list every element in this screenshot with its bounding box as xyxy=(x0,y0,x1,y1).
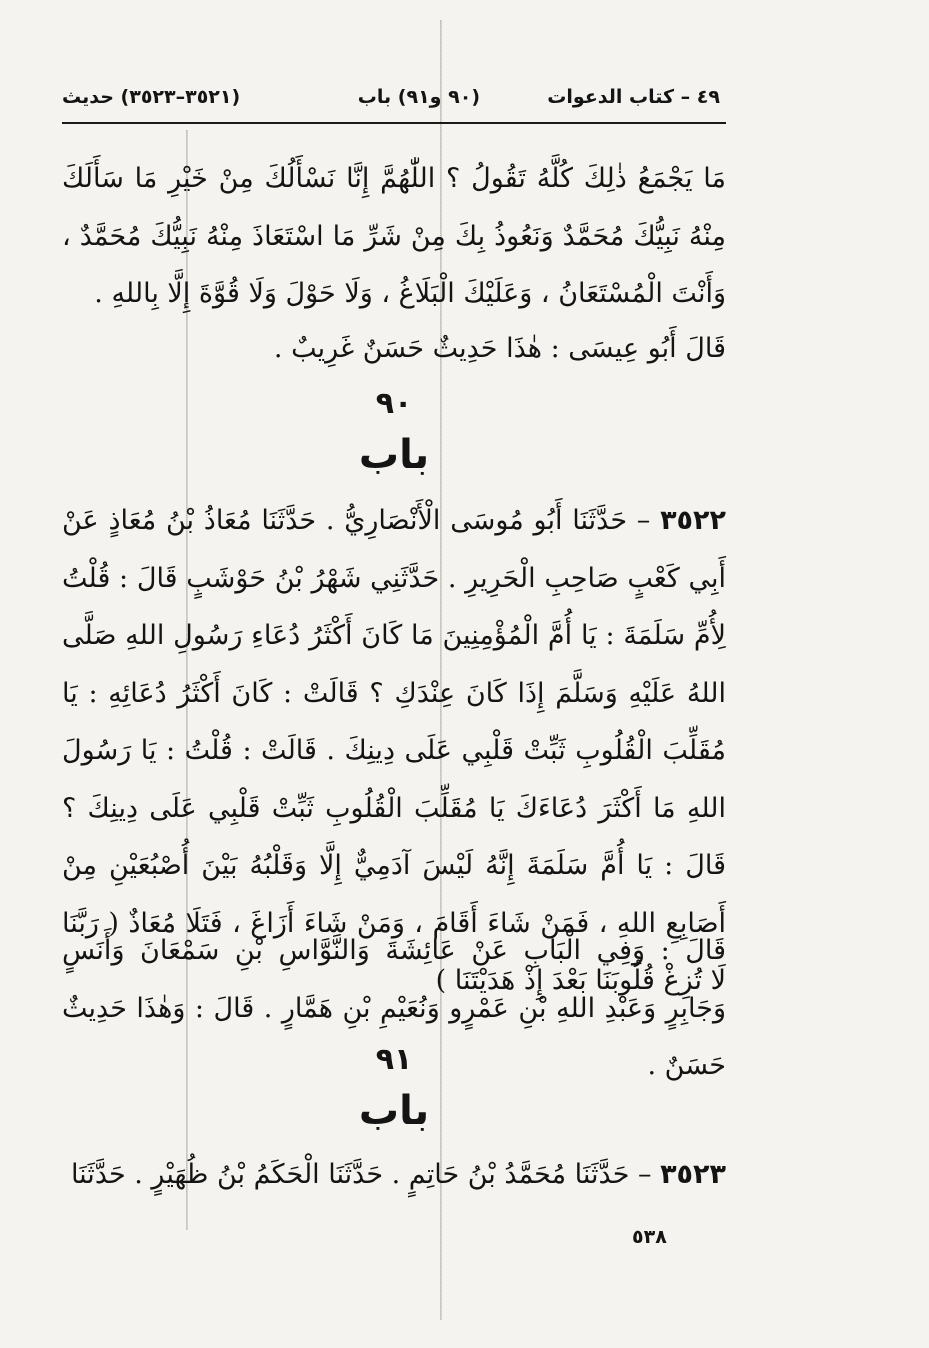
header-rule xyxy=(62,122,726,124)
running-header xyxy=(62,82,720,116)
chapter-91-title: باب xyxy=(358,1088,430,1134)
hadith-text: – حَدَّثَنَا مُحَمَّدُ بْنُ حَاتِمٍ . حَدَّثَنَا الْحَكَمُ بْنُ ظُهَيْرٍ . حَدَّثَنَا xyxy=(70,1159,661,1190)
paragraph-continuation: مَا يَجْمَعُ ذٰلِكَ كُلَّهُ تَقُولُ ؟ اللّٰهُمَّ إِنَّا نَسْأَلُكَ مِنْ خَيْرِ مَا سَأَلَكَ مِنْهُ نَبِيُّكَ مُحَمَّدٌ وَنَعُوذُ بِكَ مِنْ شَرِّ مَا اسْتَعَاذَ مِنْهُ نَبِيُّكَ مُحَمَّدٌ ، وَأَنْتَ الْمُسْتَعَانُ ، وَعَلَيْكَ الْبَلَاغُ ، وَلَا حَوْلَ وَلَا قُوَّةَ إِلَّا بِاللهِ . xyxy=(62,163,726,309)
header-hadith-range: (٣٥٢١–٣٥٢٣) حديث xyxy=(62,86,241,108)
chapter-90-title: باب xyxy=(358,432,430,478)
hadith-3523 xyxy=(62,1146,770,1204)
paragraph-bab-references: قَالَ : وَفِي الْبَابِ عَنْ عَائِشَةَ وَالنَّوَّاسِ بْنِ سَمْعَانَ وَأَنَسٍ وَجَابِرٍ وَعَبْدِ اللهِ بْنِ عَمْرٍو وَنُعَيْمِ بْنِ هَمَّارٍ . قَالَ : وَهٰذَا حَدِيثٌ حَسَنٌ . xyxy=(62,935,726,1081)
header-chapters: (٩٠ و٩١) باب xyxy=(357,86,480,108)
page-number: ٥٣٨ xyxy=(632,1226,667,1248)
hadith-number: ٣٥٢٣ xyxy=(660,1159,726,1190)
hadith-number: ٣٥٢٢ xyxy=(660,505,726,536)
hadith-text: – حَدَّثَنَا أَبُو مُوسَى الْأَنْصَارِيُّ . حَدَّثَنَا مُعَاذُ بْنُ مُعَاذٍ عَنْ أَبِي كَعْبٍ صَاحِبِ الْحَرِيرِ . حَدَّثَنِي شَهْرُ بْنُ حَوْشَبٍ قَالَ : قُلْتُ لِأُمِّ سَلَمَةَ : يَا أُمَّ الْمُؤْمِنِينَ مَا كَانَ أَكْثَرُ دُعَاءِ رَسُولِ اللهِ صَلَّى اللهُ عَلَيْهِ وَسَلَّمَ إِذَا كَانَ عِنْدَكِ ؟ قَالَتْ : كَانَ أَكْثَرُ دُعَائِهِ : يَا مُقَلِّبَ الْقُلُوبِ ثَبِّتْ قَلْبِي عَلَى دِينِكَ . قَالَتْ : قُلْتُ : يَا رَسُولَ اللهِ مَا أَكْثَرَ دُعَاءَكَ يَا مُقَلِّبَ الْقُلُوبِ ثَبِّتْ قَلْبِي عَلَى دِينِكَ ؟ قَالَ : يَا أُمَّ سَلَمَةَ إِنَّهُ لَيْسَ آدَمِيٌّ إِلَّا وَقَلْبُهُ بَيْنَ أُصْبُعَيْنِ مِنْ أَصَابِعِ اللهِ ، فَمَنْ شَاءَ أَقَامَ ، وَمَنْ شَاءَ أَزَاغَ ، فَتَلَا مُعَاذٌ ( رَبَّنَا لَا تُزِغْ قُلُوبَنَا بَعْدَ إِذْ هَدَيْتَنَا ) xyxy=(62,505,726,996)
header-book-title: ٤٩ – كتاب الدعوات xyxy=(547,86,720,108)
chapter-91-number: ٩١ xyxy=(375,1042,413,1077)
chapter-90-number: ٩٠ xyxy=(375,386,413,421)
paragraph-grading: قَالَ أَبُو عِيسَى : هٰذَا حَدِيثٌ حَسَنٌ غَرِيبٌ . xyxy=(273,333,726,364)
